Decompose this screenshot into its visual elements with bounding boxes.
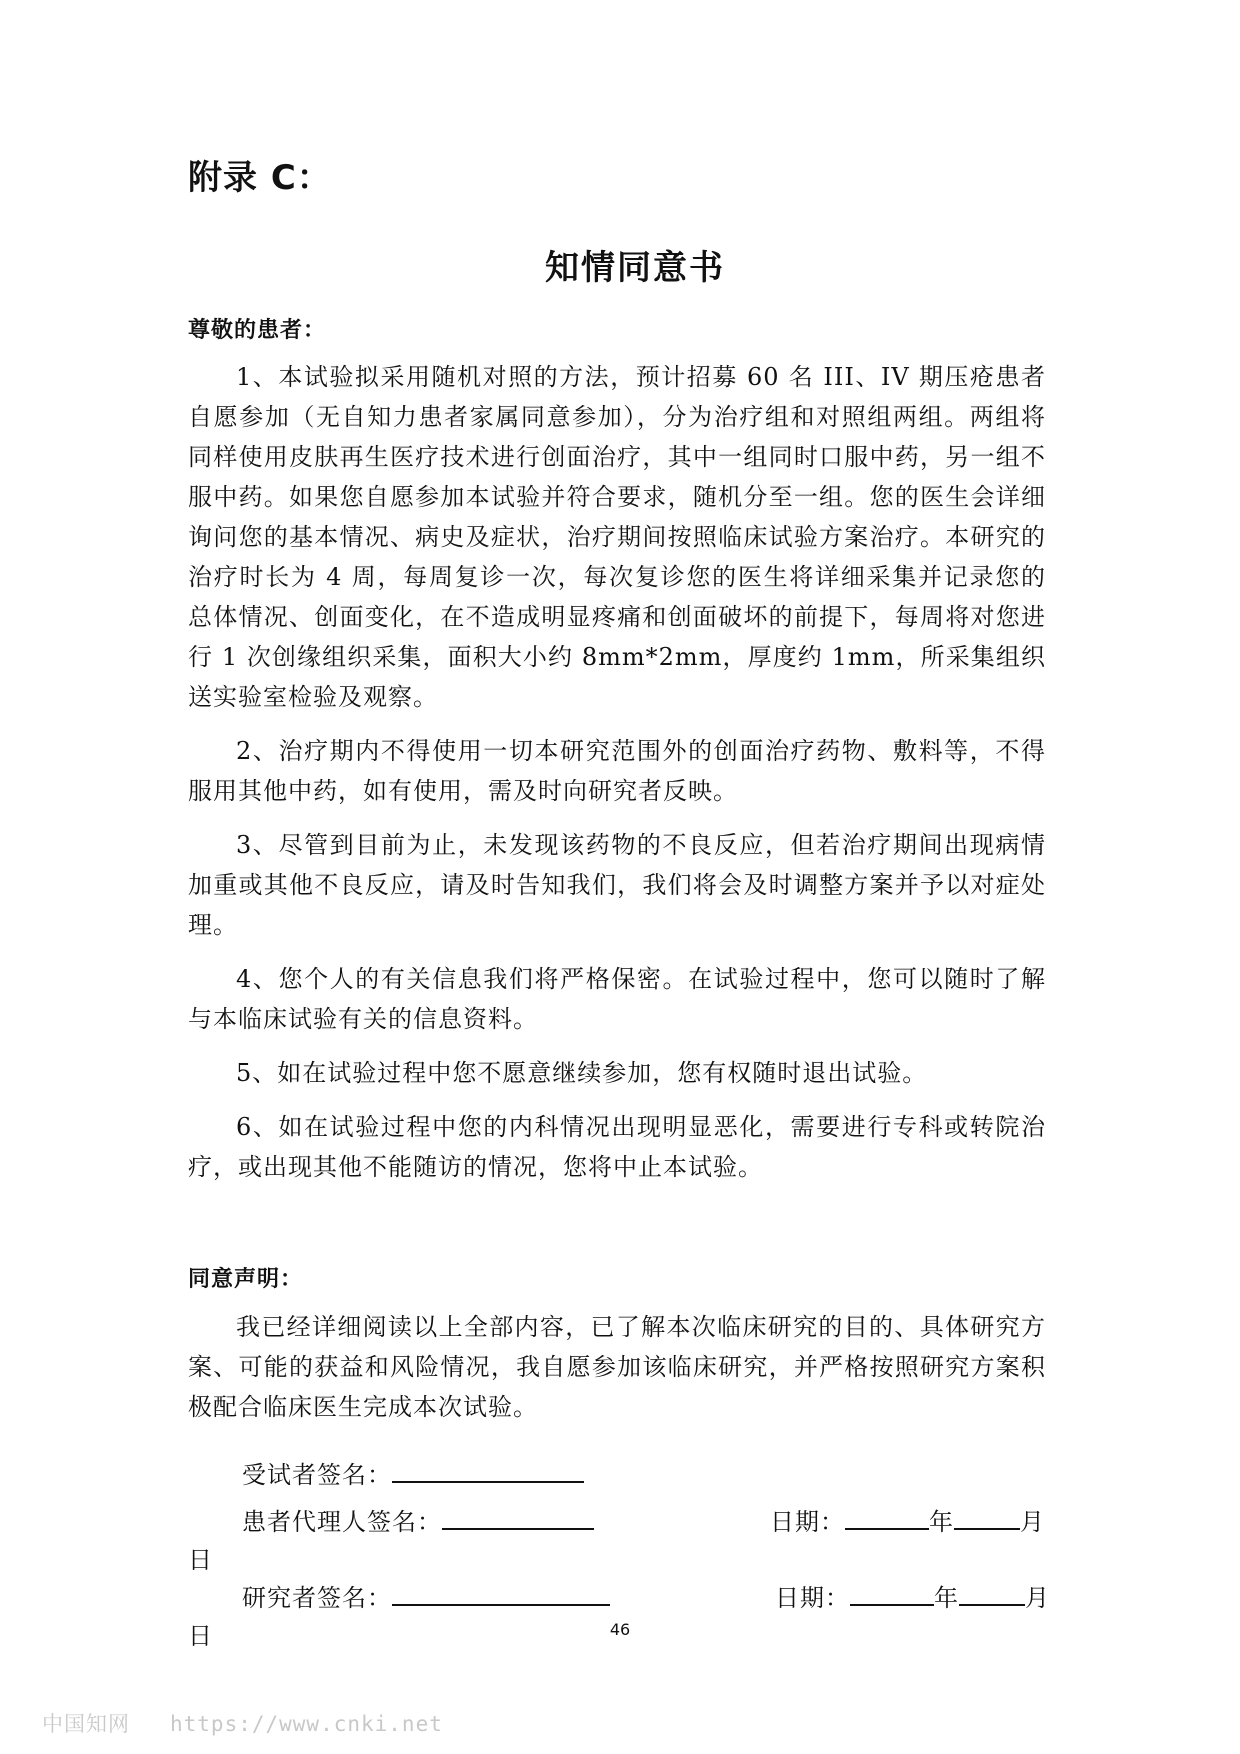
page-number: 46 (609, 1620, 631, 1639)
paragraph-4: 4、您个人的有关信息我们将严格保密。在试验过程中，您可以随时了解与本临床试验有关的信息资料。 (188, 965, 1046, 1033)
appendix-title: 附录 C： (188, 158, 332, 198)
consent-heading: 同意声明： (188, 1267, 304, 1292)
document-title: 知情同意书 (545, 248, 725, 288)
proxy-date-month-label: 月 (1020, 1508, 1045, 1536)
researcher-signature-blank[interactable] (392, 1580, 610, 1606)
subject-signature-blank[interactable] (392, 1457, 584, 1483)
proxy-date-year-blank[interactable] (845, 1504, 929, 1530)
researcher-date-year-label: 年 (934, 1584, 959, 1612)
researcher-date-year-blank[interactable] (850, 1580, 934, 1606)
researcher-date-month-label: 月 (1025, 1584, 1050, 1612)
consent-statement (188, 1307, 1046, 1441)
salutation: 尊敬的患者： (188, 318, 327, 343)
proxy-date-label: 日期： (770, 1508, 845, 1536)
researcher-signature-label: 研究者签名： (242, 1584, 392, 1612)
proxy-signature-label: 患者代理人签名： (242, 1508, 442, 1536)
watermark-url: https://www.cnki.net (170, 1712, 443, 1736)
researcher-date-month-blank[interactable] (959, 1580, 1025, 1606)
cnki-watermark (42, 1708, 443, 1738)
proxy-signature-blank[interactable] (442, 1504, 594, 1530)
proxy-signature-row (242, 1502, 594, 1537)
watermark-brand: 中国知网 (42, 1712, 130, 1736)
proxy-date-row (770, 1502, 1045, 1537)
paragraph-3: 3、尽管到目前为止，未发现该药物的不良反应，但若治疗期间出现病情加重或其他不良反应，请及时告知我们，我们将会及时调整方案并予以对症处理。 (188, 831, 1046, 939)
paragraph-2: 2、治疗期内不得使用一切本研究范围外的创面治疗药物、敷料等，不得服用其他中药，如有使用，需及时向研究者反映。 (188, 737, 1046, 805)
subject-signature-row (242, 1455, 584, 1490)
paragraph-6: 6、如在试验过程中您的内科情况出现明显恶化，需要进行专科或转院治疗，或出现其他不能随访的情况，您将中止本试验。 (188, 1113, 1046, 1181)
consent-text: 我已经详细阅读以上全部内容，已了解本次临床研究的目的、具体研究方案、可能的获益和风险情况，我自愿参加该临床研究，并严格按照研究方案积极配合临床医生完成本次试验。 (188, 1313, 1046, 1421)
proxy-date-year-label: 年 (929, 1508, 954, 1536)
researcher-date-row (775, 1578, 1050, 1613)
researcher-signature-row (242, 1578, 610, 1613)
paragraph-1: 1、本试验拟采用随机对照的方法，预计招募 60 名 III、IV 期压疮患者自愿参加（无自知力患者家属同意参加），分为治疗组和对照组两组。两组将同样使用皮肤再生医疗技术进行创面治疗，其中一组同时口服中药，另一组不服中药。如果您自愿参加本试验并符合要求，随机分至一组。您的医生会详细询问您的基本情况、病史及症状，治疗期间按照临床试验方案治疗。本研究的治疗时长为 4 周，每周复诊一次，每次复诊您的医生将详细采集并记录您的总体情况、创面变化，在不造成明显疼痛和创面破坏的前提下，每周将对您进行 1 次创缘组织采集，面积大小约 8mm*2mm，厚度约 1mm，所采集组织送实验室检验及观察。 (188, 363, 1046, 711)
researcher-date-label: 日期： (775, 1584, 850, 1612)
subject-signature-label: 受试者签名： (242, 1461, 392, 1489)
researcher-date-day-label: 日 (188, 1622, 212, 1650)
paragraph-5: 5、如在试验过程中您不愿意继续参加，您有权随时退出试验。 (236, 1059, 928, 1087)
proxy-date-day-label: 日 (188, 1546, 212, 1574)
proxy-date-month-blank[interactable] (954, 1504, 1020, 1530)
body-paragraphs (188, 357, 1046, 1201)
